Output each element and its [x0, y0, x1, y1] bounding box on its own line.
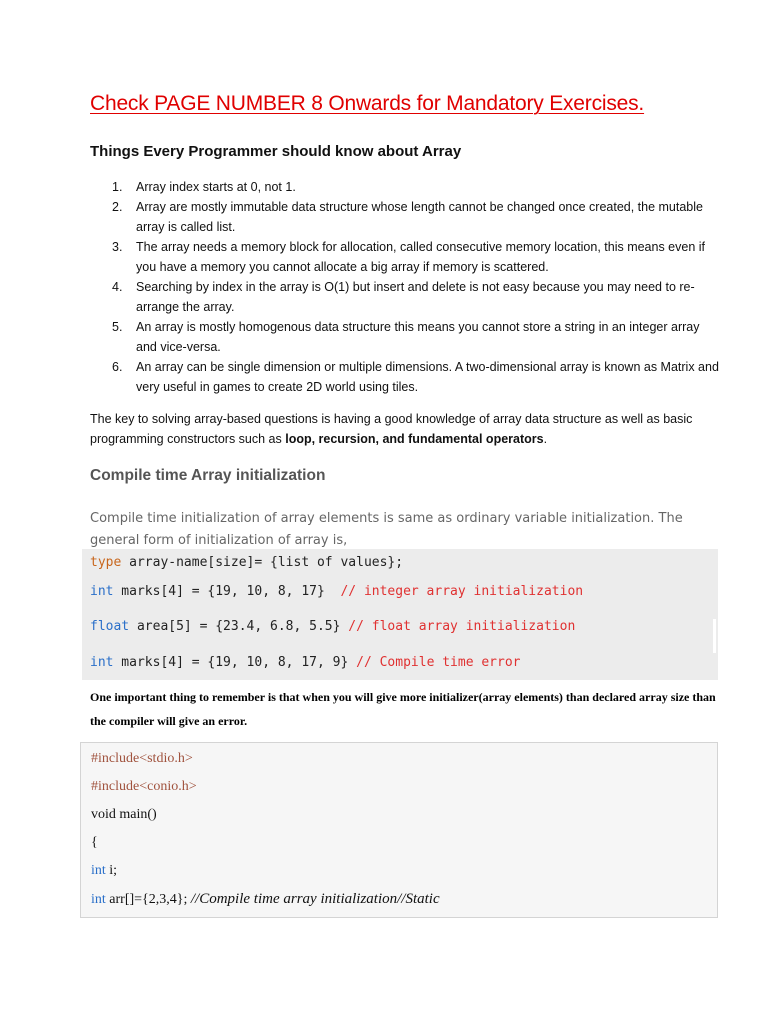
section-title: Compile time Array initialization	[90, 467, 326, 484]
key-paragraph-bold: loop, recursion, and fundamental operators	[285, 432, 544, 446]
code-text: marks[4] = {19, 10, 8, 17, 9}	[113, 655, 357, 670]
key-paragraph	[90, 409, 720, 449]
include-line: #include<stdio.h>	[91, 751, 193, 766]
code-text: arr[]={2,3,4};	[105, 892, 191, 907]
list-text: Array index starts at 0, not 1.	[136, 180, 296, 194]
code-line-general	[90, 555, 403, 570]
code-comment: //Compile time array initialization//Static	[190, 891, 440, 907]
c-program-box	[80, 742, 718, 918]
list-number: 1.	[112, 180, 123, 194]
list-item	[90, 177, 720, 197]
code-line-float-area	[90, 619, 575, 634]
section-intro: Compile time initialization of array elements is same as ordinary variable initialization. The general form of initialization of array is,	[90, 511, 683, 548]
list-number: 2.	[112, 200, 123, 214]
list-number: 6.	[112, 360, 123, 374]
initialization-code-block	[82, 549, 718, 680]
code-keyword: type	[90, 555, 122, 570]
important-note: One important thing to remember is that when you will give more initializer(array elements) than declared array size than the compiler will give an error.	[90, 690, 716, 728]
array-init-line	[91, 891, 440, 908]
list-item	[90, 277, 720, 317]
code-comment: // integer array initialization	[340, 584, 584, 599]
declaration-line	[91, 863, 117, 879]
scroll-marker	[713, 619, 716, 653]
list-number: 5.	[112, 320, 123, 334]
list-number: 4.	[112, 280, 123, 294]
key-paragraph-end: .	[543, 432, 548, 446]
key-paragraph-lead: The key to solving array-based questions is having a good knowledge of array data structure as well as basic programming constructors such as	[90, 412, 693, 446]
code-keyword: int	[90, 655, 114, 670]
array-facts-heading: Things Every Programmer should know about Array	[90, 143, 462, 160]
include-line: #include<conio.h>	[91, 779, 197, 794]
code-keyword: int	[91, 892, 106, 907]
list-text: Array are mostly immutable data structure whose length cannot be changed once created, the mutable array is called list.	[136, 200, 703, 234]
list-text: Searching by index in the array is O(1) but insert and delete is not easy because you may need to re-arrange the array.	[136, 280, 695, 314]
main-signature: void main()	[91, 807, 157, 822]
code-keyword: int	[90, 584, 114, 599]
list-number: 3.	[112, 240, 123, 254]
code-keyword: int	[91, 863, 106, 878]
list-item	[90, 237, 720, 277]
code-text: array-name[size]= {list of values};	[121, 555, 404, 570]
code-keyword: float	[90, 619, 130, 634]
mandatory-exercises-heading[interactable]: Check PAGE NUMBER 8 Onwards for Mandatory Exercises.	[90, 92, 645, 115]
list-text: An array can be single dimension or multiple dimensions. A two-dimensional array is known as Matrix and very useful in games to create 2D world using tiles.	[136, 360, 719, 394]
list-item	[90, 357, 720, 397]
code-line-error	[90, 655, 521, 670]
array-facts-list	[90, 177, 720, 397]
open-brace: {	[91, 835, 98, 850]
list-text: An array is mostly homogenous data structure this means you cannot store a string in an integer array and vice-versa.	[136, 320, 700, 354]
code-comment: // float array initialization	[348, 619, 576, 634]
list-text: The array needs a memory block for allocation, called consecutive memory location, this means even if you have a memory you cannot allocate a big array if memory is scattered.	[136, 240, 706, 274]
code-comment: // Compile time error	[356, 655, 521, 670]
list-item	[90, 197, 720, 237]
code-text: i;	[105, 863, 118, 878]
list-item	[90, 317, 720, 357]
code-text: marks[4] = {19, 10, 8, 17}	[113, 584, 341, 599]
code-line-int-marks	[90, 584, 583, 599]
code-text: area[5] = {23.4, 6.8, 5.5}	[129, 619, 349, 634]
